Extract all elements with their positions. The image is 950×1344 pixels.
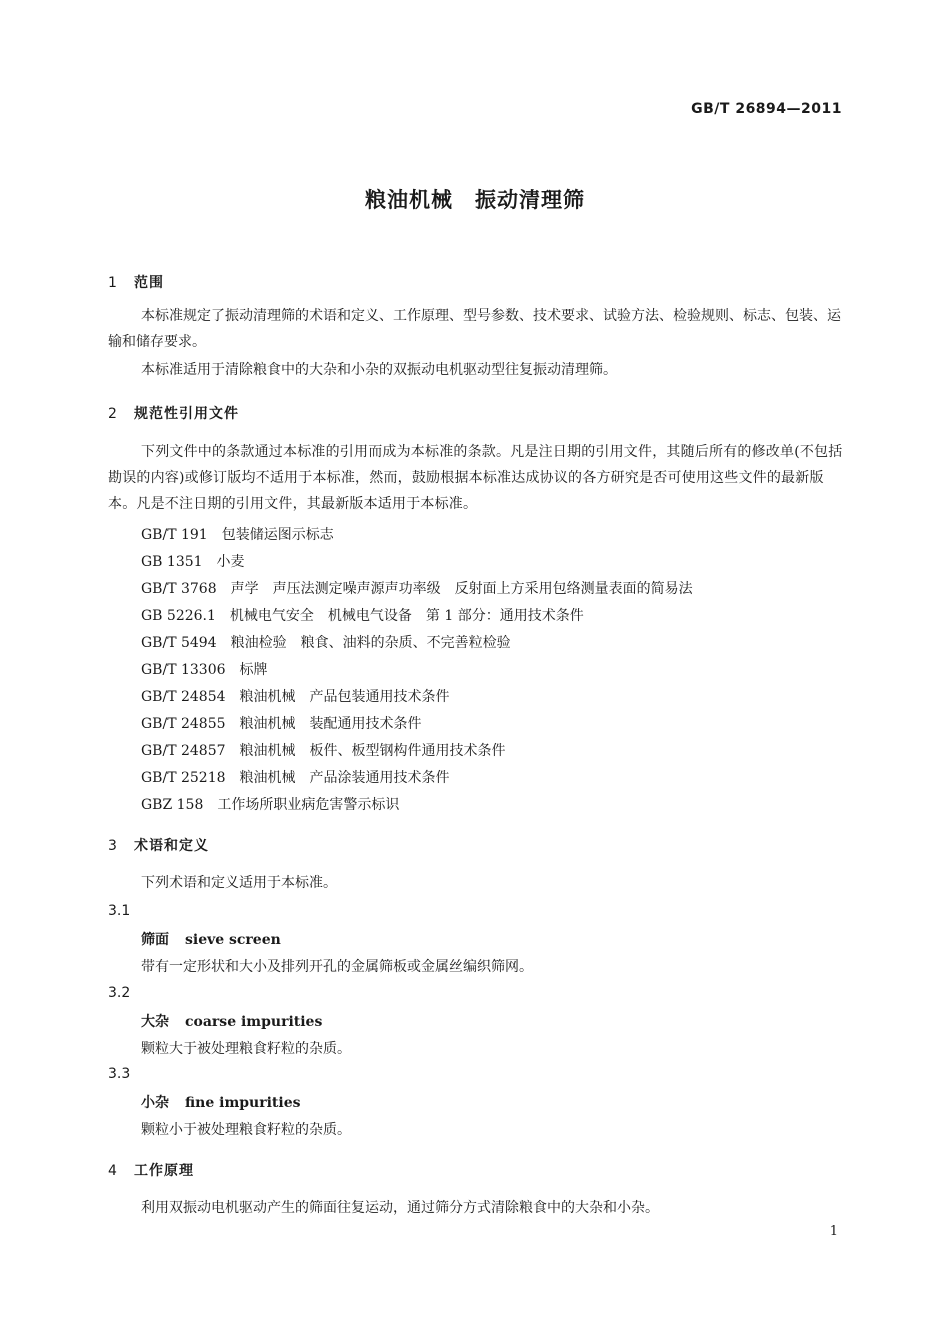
term-definition: 颗粒大于被处理粮食籽粒的杂质。 xyxy=(141,1041,351,1057)
reference-item: GB/T 24854 粮油机械 产品包装通用技术条件 xyxy=(141,689,450,705)
section-1-heading xyxy=(108,272,164,292)
reference-item: GB/T 5494 粮油检验 粮食、油料的杂质、不完善粒检验 xyxy=(141,635,511,651)
section-1-paragraph-1: 本标准规定了振动清理筛的术语和定义、工作原理、型号参数、技术要求、试验方法、检验规则、标志、包装、运输和储存要求。 xyxy=(108,308,841,350)
term-en: fine impurities xyxy=(185,1095,301,1111)
term-heading xyxy=(141,1011,322,1031)
term-heading xyxy=(141,929,281,949)
term-en: sieve screen xyxy=(185,932,281,948)
reference-item: GB 5226.1 机械电气安全 机械电气设备 第 1 部分：通用技术条件 xyxy=(141,608,584,624)
reference-item: GB 1351 小麦 xyxy=(141,554,245,570)
section-1-paragraph-2: 本标准适用于清除粮食中的大杂和小杂的双振动电机驱动型往复振动清理筛。 xyxy=(141,362,617,378)
reference-item: GB/T 13306 标牌 xyxy=(141,662,268,678)
section-3-paragraph-1: 下列术语和定义适用于本标准。 xyxy=(141,875,337,891)
term-number: 3.3 xyxy=(108,1066,131,1082)
term-heading xyxy=(141,1092,301,1112)
term-definition: 颗粒小于被处理粮食籽粒的杂质。 xyxy=(141,1122,351,1138)
section-title: 术语和定义 xyxy=(134,838,209,854)
section-number: 1 xyxy=(108,275,117,291)
section-number: 3 xyxy=(108,838,117,854)
section-2-paragraph-1: 下列文件中的条款通过本标准的引用而成为本标准的条款。凡是注日期的引用文件，其随后所有的修改单(不包括勘误的内容)或修订版均不适用于本标准，然而，鼓励根据本标准达成协议的各方研究是否可使用这些文件的最新版本。凡是不注日期的引用文件，其最新版本适用于本标准。 xyxy=(108,444,843,512)
section-4-heading xyxy=(108,1160,194,1180)
term-zh: 筛面 xyxy=(141,932,169,948)
standard-number: GB/T 26894—2011 xyxy=(691,101,842,117)
reference-item: GB/T 3768 声学 声压法测定噪声源声功率级 反射面上方采用包络测量表面的简易法 xyxy=(141,581,693,597)
section-number: 2 xyxy=(108,406,117,422)
reference-item: GB/T 25218 粮油机械 产品涂装通用技术条件 xyxy=(141,770,450,786)
section-title: 范围 xyxy=(134,275,164,291)
page-number: 1 xyxy=(829,1224,838,1239)
term-zh: 大杂 xyxy=(141,1014,169,1030)
term-number: 3.2 xyxy=(108,985,131,1001)
section-title: 工作原理 xyxy=(134,1163,194,1179)
reference-item: GB/T 24855 粮油机械 装配通用技术条件 xyxy=(141,716,422,732)
term-definition: 带有一定形状和大小及排列开孔的金属筛板或金属丝编织筛网。 xyxy=(141,959,533,975)
section-title: 规范性引用文件 xyxy=(134,406,239,422)
document-title: 粮油机械 振动清理筛 xyxy=(365,188,585,212)
term-number: 3.1 xyxy=(108,903,131,919)
section-number: 4 xyxy=(108,1163,117,1179)
section-3-heading xyxy=(108,835,209,855)
reference-item: GB/T 24857 粮油机械 板件、板型钢构件通用技术条件 xyxy=(141,743,506,759)
reference-item: GB/T 191 包装储运图示标志 xyxy=(141,527,334,543)
section-4-paragraph-1: 利用双振动电机驱动产生的筛面往复运动，通过筛分方式清除粮食中的大杂和小杂。 xyxy=(141,1200,659,1216)
term-en: coarse impurities xyxy=(185,1014,323,1030)
reference-item: GBZ 158 工作场所职业病危害警示标识 xyxy=(141,797,400,813)
section-2-heading xyxy=(108,403,239,423)
term-zh: 小杂 xyxy=(141,1095,169,1111)
